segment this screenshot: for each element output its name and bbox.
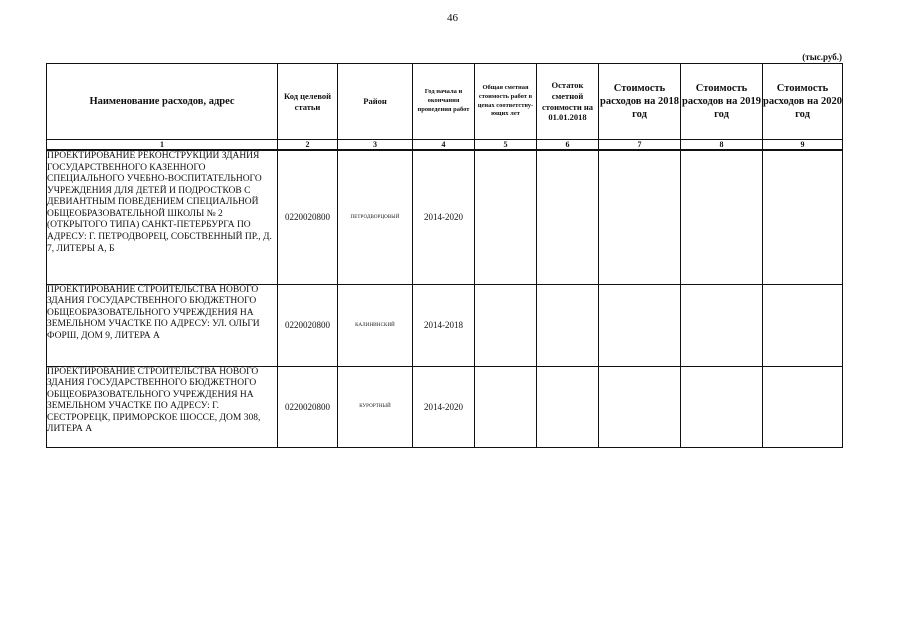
header-row: [47, 64, 843, 140]
total-cost-cell: [475, 366, 537, 447]
header-cost-2019: Стоимость расходов на 2019 год: [681, 64, 763, 140]
header-code: Код целевой статьи: [278, 64, 338, 140]
work-years: 2014-2018: [413, 284, 475, 366]
cost-2020-cell: [763, 150, 843, 284]
table-row: [47, 366, 843, 447]
column-number-row: [47, 140, 843, 151]
column-number: 5: [475, 140, 537, 151]
cost-2019-cell: [681, 366, 763, 447]
expense-name: ПРОЕКТИРОВАНИЕ СТРОИТЕЛЬСТВА НОВОГО ЗДАНИЯ ГОСУДАРСТВЕННОГО БЮДЖЕТНОГО ОБЩЕОБРАЗОВАТЕЛЬНОГО УЧРЕЖДЕНИЯ НА ЗЕМЕЛЬНОМ УЧАСТКЕ ПО АДРЕСУ: УЛ. ОЛЬГИ ФОРШ, ДОМ 9, ЛИТЕРА А: [47, 284, 278, 366]
expenses-table: [46, 63, 843, 448]
header-cost-2018: Стоимость расходов на 2018 год: [599, 64, 681, 140]
target-code: 0220020800: [278, 284, 338, 366]
column-number: 8: [681, 140, 763, 151]
column-number: 3: [338, 140, 413, 151]
district: ПЕТРОДВОРЦОВЫЙ: [338, 150, 413, 284]
column-number: 6: [537, 140, 599, 151]
cost-2018-cell: [599, 284, 681, 366]
total-cost-cell: [475, 150, 537, 284]
column-number: 9: [763, 140, 843, 151]
target-code: 0220020800: [278, 150, 338, 284]
header-years: Год начала и окончания проведения работ: [413, 64, 475, 140]
column-number: 7: [599, 140, 681, 151]
district: КАЛИНИНСКИЙ: [338, 284, 413, 366]
header-name: Наименование расходов, адрес: [47, 64, 278, 140]
page-number: 46: [447, 12, 458, 24]
cost-2018-cell: [599, 366, 681, 447]
column-number: 2: [278, 140, 338, 151]
cost-2019-cell: [681, 150, 763, 284]
table-row: [47, 284, 843, 366]
remaining-cost-cell: [537, 150, 599, 284]
district: КУРОРТНЫЙ: [338, 366, 413, 447]
cost-2020-cell: [763, 284, 843, 366]
cost-2020-cell: [763, 366, 843, 447]
header-total-cost: Общая сметная стоимость работ в ценах соответству-ющих лет: [475, 64, 537, 140]
remaining-cost-cell: [537, 284, 599, 366]
header-remaining-cost: Остаток сметной стоимости на 01.01.2018: [537, 64, 599, 140]
units-note: (тыс.руб.): [802, 52, 842, 62]
expense-name: ПРОЕКТИРОВАНИЕ СТРОИТЕЛЬСТВА НОВОГО ЗДАНИЯ ГОСУДАРСТВЕННОГО БЮДЖЕТНОГО ОБЩЕОБРАЗОВАТЕЛЬНОГО УЧРЕЖДЕНИЯ НА ЗЕМЕЛЬНОМ УЧАСТКЕ ПО АДРЕСУ: Г. СЕСТРОРЕЦК, ПРИМОРСКОЕ ШОССЕ, ДОМ 308, ЛИТЕРА А: [47, 366, 278, 447]
column-number: 4: [413, 140, 475, 151]
work-years: 2014-2020: [413, 366, 475, 447]
total-cost-cell: [475, 284, 537, 366]
cost-2018-cell: [599, 150, 681, 284]
remaining-cost-cell: [537, 366, 599, 447]
target-code: 0220020800: [278, 366, 338, 447]
work-years: 2014-2020: [413, 150, 475, 284]
cost-2019-cell: [681, 284, 763, 366]
column-number: 1: [47, 140, 278, 151]
expense-name: ПРОЕКТИРОВАНИЕ РЕКОНСТРУКЦИИ ЗДАНИЯ ГОСУДАРСТВЕННОГО КАЗЕННОГО СПЕЦИАЛЬНОГО УЧЕБНО-ВОСПИТАТЕЛЬНОГО УЧРЕЖДЕНИЯ ДЛЯ ДЕТЕЙ И ПОДРОСТКОВ С ДЕВИАНТНЫМ ПОВЕДЕНИЕМ СПЕЦИАЛЬНОЙ ОБЩЕОБРАЗОВАТЕЛЬНОЙ ШКОЛЫ № 2 (ОТКРЫТОГО ТИПА) САНКТ-ПЕТЕРБУРГА ПО АДРЕСУ: Г. ПЕТРОДВОРЕЦ, СОБСТВЕННЫЙ ПР., Д. 7, ЛИТЕРЫ А, Б: [47, 150, 278, 284]
header-cost-2020: Стоимость расходов на 2020 год: [763, 64, 843, 140]
table-row: [47, 150, 843, 284]
header-district: Район: [338, 64, 413, 140]
